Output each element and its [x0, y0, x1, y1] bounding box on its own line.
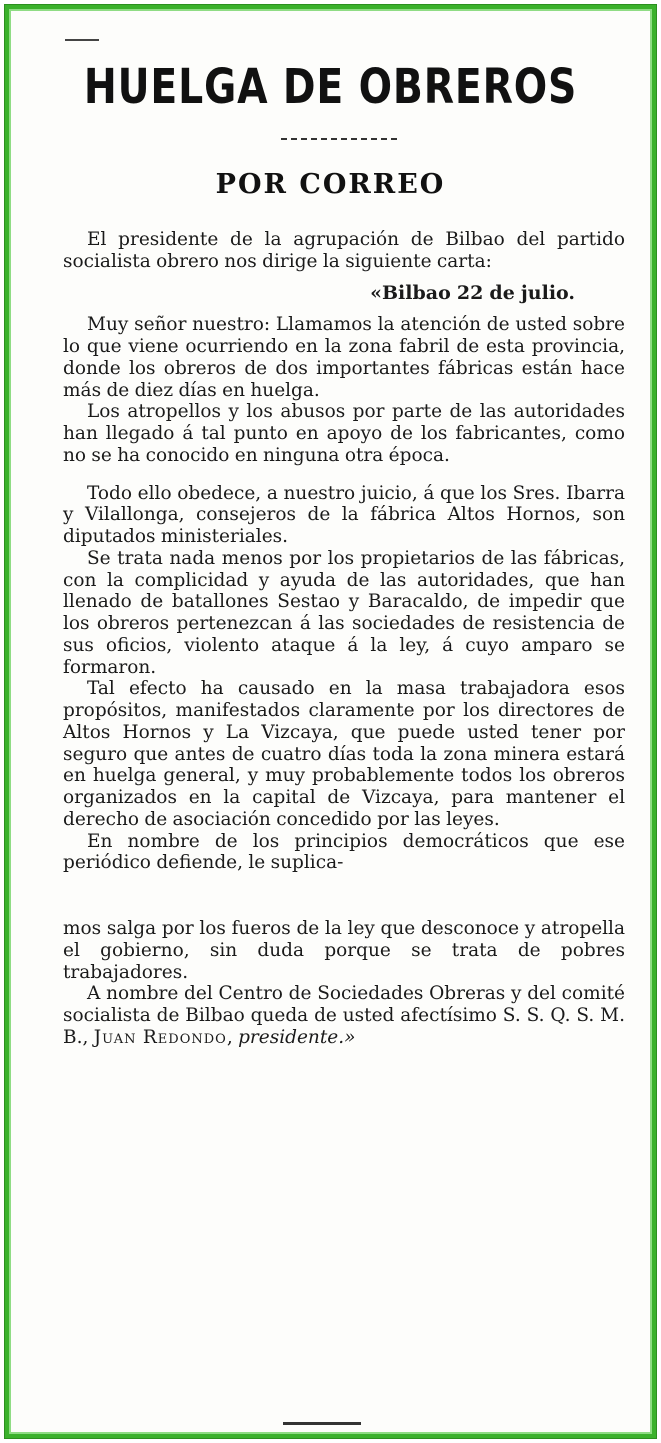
- subheadline: POR CORREO: [215, 169, 446, 200]
- signature-name: Juan Redondo: [93, 1026, 227, 1048]
- paragraph-7: mos salga por los fueros de la ley que desconoce y atropella el gobierno, sin duda porque se trata de pobres trabajadores.: [63, 918, 625, 983]
- letter-place-date: «Bilbao 22 de julio.: [370, 281, 575, 304]
- paragraph-2: Los atropellos y los abusos por parte de las autoridades han llegado á tal punto en apoyo de los fabricantes, como no se ha conocido en ninguna otra época.: [63, 401, 625, 466]
- headline-divider: [281, 138, 397, 140]
- end-rule-line: [283, 1422, 361, 1425]
- newspaper-clipping: [23, 19, 638, 1429]
- closing-paragraph: A nombre del Centro de Sociedades Obreras y del comité socialista de Bilbao queda de usted afectísimo S. S. Q. S. M. B., Juan Redondo, presidente.»: [63, 983, 625, 1048]
- paragraph-6: En nombre de los principios democráticos que ese periódico defiende, le suplica-: [63, 830, 625, 874]
- closing-text: A nombre del Centro de Sociedades Obreras y del comité socialista de Bilbao queda de usted afectísimo S. S. Q. S. M. B.,: [63, 983, 625, 1048]
- article-body: [63, 229, 625, 1049]
- signature-title: presidente.»: [238, 1026, 356, 1048]
- paragraph-3: Todo ello obedece, a nuestro juicio, á que los Sres. Ibarra y Vilallonga, consejeros de la fábrica Altos Hornos, son diputados ministeriales.: [63, 482, 625, 547]
- intro-paragraph: El presidente de la agrupación de Bilbao del partido socialista obrero nos dirige la siguiente carta:: [63, 229, 625, 272]
- headline: HUELGA DE OBREROS: [83, 59, 578, 115]
- paragraph-1: Muy señor nuestro: Llamamos la atención de usted sobre lo que viene ocurriendo en la zona fabril de esta provincia, donde los obreros de dos importantes fábricas están hace más de diez días en huelga.: [63, 314, 625, 401]
- green-frame: [5, 5, 656, 1438]
- paragraph-4: Se trata nada menos por los propietarios de las fábricas, con la complicidad y ayuda de las autoridades, que han llenado de batallones Sestao y Baracaldo, de impedir que los obreros pertenezcan á las sociedades de resistencia de sus oficios, violento ataque á la ley, á cuyo amparo se formaron.: [63, 547, 625, 678]
- top-rule-line: [65, 39, 99, 41]
- paragraph-5: Tal efecto ha causado en la masa trabajadora esos propósitos, manifestados claramente por los directores de Altos Hornos y La Vizcaya, que puede usted tener por seguro que antes de cuatro días toda la zona minera estará en huelga general, y muy probablemente todos los obreros organizados en la capital de Vizcaya, para mantener el derecho de asociación concedido por las leyes.: [63, 678, 625, 830]
